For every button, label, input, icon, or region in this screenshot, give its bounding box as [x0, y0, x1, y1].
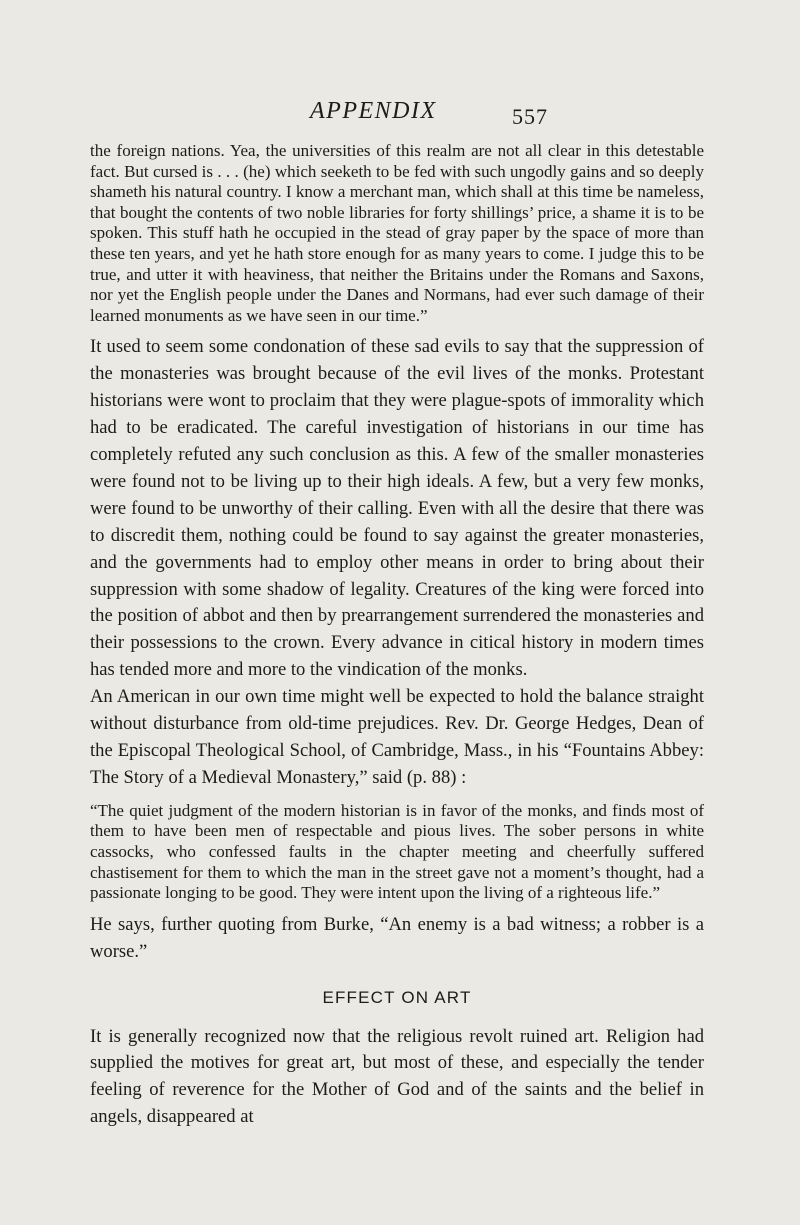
page-header: [0, 96, 800, 136]
section-heading: EFFECT ON ART: [322, 987, 472, 1007]
paragraph-burke: He says, further quoting from Burke, “An enemy is a bad witness; a robber is a worse.”: [90, 913, 704, 962]
paragraph-suppression: It used to seem some condonation of these sad evils to say that the suppression of the monasteries was brought because of the evil lives of the monks. Protestant historians were wont to proclaim that they were plague-spots of immorality which had to be eradicated. The careful investigation of historians in our time has completely refuted any such conclusion as this. A few of the smaller monasteries were found not to be living up to their high ideals. A few, but a very few monks, were found to be unworthy of their calling. Even with all the desire that there was to discredit them, nothing could be found to say against the greater monasteries, and the governments had to employ other means in order to bring about their suppression with some shadow of legality. Creatures of the king were forced into the position of abbot and then by prearrangement surrendered the monasteries and their possessions to the crown. Every advance in citical history in modern times has tended more and more to the vindication of the monks.: [90, 336, 704, 681]
running-head: APPENDIX: [310, 98, 437, 124]
quote-continuation: the foreign nations. Yea, the universities of this realm are not all clear in this detestable fact. But cursed is . . . (he) which seeketh to be fed with such ungodly gains and so deeply shameth his natural country. I know a merchant man, which shall at this time be nameless, that bought the contents of two noble libraries for forty shillings’ price, a shame it is to be spoken. This stuff hath he occupied in the stead of gray paper by the space of more than these ten years, and yet he hath store enough for as many years to come. I judge this to be true, and utter it with heaviness, that neither the Britains under the Romans and Saxons, nor yet the English people under the Danes and Normans, had ever such damage of their learned monuments as we have seen in our time.”: [90, 141, 704, 325]
hedges-quote: “The quiet judgment of the modern historian is in favor of the monks, and finds most of them to have been men of respectable and pious lives. The sober persons in white cassocks, who confessed faults in the chapter meeting and cheerfully suffered chastisement for them to which the man in the street gave not a moment’s thought, had a passionate longing to be good. They were intent upon the living of a righteous life.”: [90, 800, 704, 903]
paragraph-american-historian: An American in our own time might well be expected to hold the balance straight without disturbance from old-time prejudices. Rev. Dr. George Hedges, Dean of the Episcopal Theological School, of Cambridge, Mass., in his “Fountains Abbey: The Story of a Medieval Monastery,” said (p. 88) :: [90, 686, 704, 788]
paragraph-effect-on-art: It is generally recognized now that the religious revolt ruined art. Religion had supplied the motives for great art, but most of these, and especially the tender feeling of reverence for the Mother of God and of the saints and the belief in angels, disappeared at: [90, 1025, 704, 1128]
page-body: [90, 141, 704, 1131]
page-number: 557: [512, 104, 548, 129]
